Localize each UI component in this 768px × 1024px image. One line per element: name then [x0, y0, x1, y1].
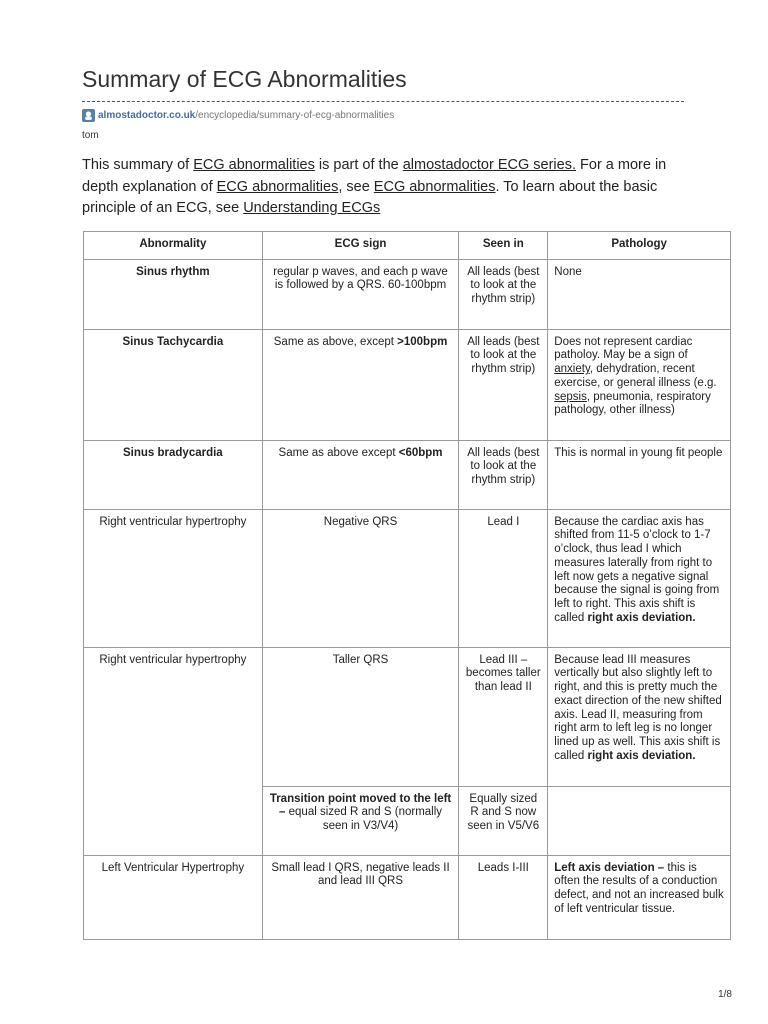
pathology-text: Because lead III measures vertically but also slightly left to right, and this is pretty much the exact direction of the new shifted axis. Lead II, measuring from right arm to left leg is no longer lined up as well. This axis shift is called [554, 653, 722, 762]
ecg-sign-text: Same as above, except [273, 335, 398, 348]
pathology-cell [548, 786, 731, 855]
pathology-text: , pneumonia, respiratory pathology, other illness) [554, 390, 711, 417]
pathology-emphasis: right axis deviation. [587, 749, 696, 762]
ecg-series-link[interactable]: almostadoctor ECG series. [402, 157, 576, 173]
table-row [84, 855, 731, 939]
abnormality-cell: Left Ventricular Hypertrophy [84, 855, 263, 939]
ecg-sign-cell: Taller QRS [262, 647, 459, 786]
author-name: tom [82, 130, 99, 141]
abnormality-cell: Right ventricular hypertrophy [84, 509, 263, 647]
table-row [84, 440, 731, 509]
intro-text: For a more in depth explanation of [82, 157, 667, 195]
seen-in-cell: All leads (best to look at the rhythm strip) [459, 259, 548, 329]
table-row [84, 259, 731, 329]
ecg-sign-cell: Negative QRS [262, 509, 459, 647]
pathology-cell [548, 647, 731, 786]
pathology-cell: This is normal in young fit people [548, 440, 731, 509]
seen-in-cell: Leads I-III [459, 855, 548, 939]
source-path: /encyclopedia/summary-of-ecg-abnormalities [195, 109, 395, 121]
understanding-ecgs-link[interactable]: Understanding ECGs [243, 200, 381, 216]
pathology-cell [548, 509, 731, 647]
intro-text: This summary of [82, 157, 194, 173]
abnormality-cell: Sinus rhythm [84, 259, 263, 329]
pathology-cell [548, 855, 731, 939]
intro-paragraph [82, 155, 682, 220]
ecg-sign-emphasis: <60bpm [398, 446, 443, 459]
column-header-abnormality: Abnormality [84, 232, 263, 260]
ecg-sign-cell [262, 440, 459, 509]
ecg-sign-emphasis: Transition point moved to the left – [269, 792, 452, 819]
sepsis-link[interactable]: sepsis [554, 390, 587, 403]
ecg-sign-emphasis: >100bpm [397, 335, 448, 348]
site-logo-icon [82, 109, 95, 122]
table-row [84, 647, 731, 786]
seen-in-cell: All leads (best to look at the rhythm strip) [459, 329, 548, 440]
seen-in-cell: Lead III – becomes taller than lead II [459, 647, 548, 786]
intro-text: . To learn about the basic principle of an ECG, see [82, 178, 658, 216]
ecg-sign-text: equal sized R and S (normally seen in V3/V4) [285, 806, 443, 833]
pathology-text: Because the cardiac axis has shifted from 11-5 o’clock to 1-7 o’clock, thus lead I which measures laterally from right to left now gets a negative signal because the signal is going from left to right. This axis shift is called [554, 515, 720, 624]
pathology-cell: None [548, 259, 731, 329]
seen-in-cell: All leads (best to look at the rhythm strip) [459, 440, 548, 509]
intro-text: , see [338, 178, 374, 195]
pathology-text: this is often the results of a conduction defect, and not an increased bulk of left ventricular tissue. [554, 861, 724, 915]
source-domain-link[interactable]: almostadoctor.co.uk [98, 109, 196, 121]
ecg-sign-cell [262, 329, 459, 440]
pathology-cell [548, 329, 731, 440]
anxiety-link[interactable]: anxiety [554, 363, 590, 376]
page-number: 1/8 [718, 989, 732, 1000]
pathology-emphasis: right axis deviation. [587, 611, 696, 624]
table-row [84, 329, 731, 440]
ecg-sign-cell [262, 786, 459, 855]
ecg-abnormalities-link-2[interactable]: ECG abnormalities [216, 178, 339, 195]
column-header-ecg-sign: ECG sign [262, 232, 459, 260]
table-header-row [84, 232, 731, 260]
page-title: Summary of ECG Abnormalities [82, 66, 407, 92]
source-line [82, 107, 394, 123]
ecg-sign-cell: regular p waves, and each p wave is followed by a QRS. 60-100bpm [262, 259, 459, 329]
table-row [84, 509, 731, 647]
column-header-pathology: Pathology [548, 232, 731, 260]
ecg-sign-text: Same as above except [278, 446, 399, 459]
abnormality-cell: Right ventricular hypertrophy [84, 647, 263, 855]
abnormality-cell: Sinus Tachycardia [84, 329, 263, 440]
column-header-seen-in: Seen in [459, 232, 548, 260]
intro-text: is part of the [314, 157, 403, 173]
seen-in-cell: Lead I [459, 509, 548, 647]
ecg-abnormalities-table [83, 231, 731, 940]
pathology-emphasis: Left axis deviation – [554, 861, 665, 874]
seen-in-cell: Equally sized R and S now seen in V5/V6 [459, 786, 548, 855]
abnormality-cell: Sinus bradycardia [84, 440, 263, 509]
title-divider [82, 101, 684, 102]
ecg-sign-cell: Small lead I QRS, negative leads II and lead III QRS [262, 855, 459, 939]
ecg-abnormalities-link[interactable]: ECG abnormalities [193, 157, 315, 173]
pathology-text: Does not represent cardiac patholoy. May be a sign of [554, 335, 693, 362]
ecg-abnormalities-link-3[interactable]: ECG abnormalities [373, 178, 496, 195]
pathology-text: , dehydration, recent exercise, or general illness (e.g. [554, 363, 717, 389]
